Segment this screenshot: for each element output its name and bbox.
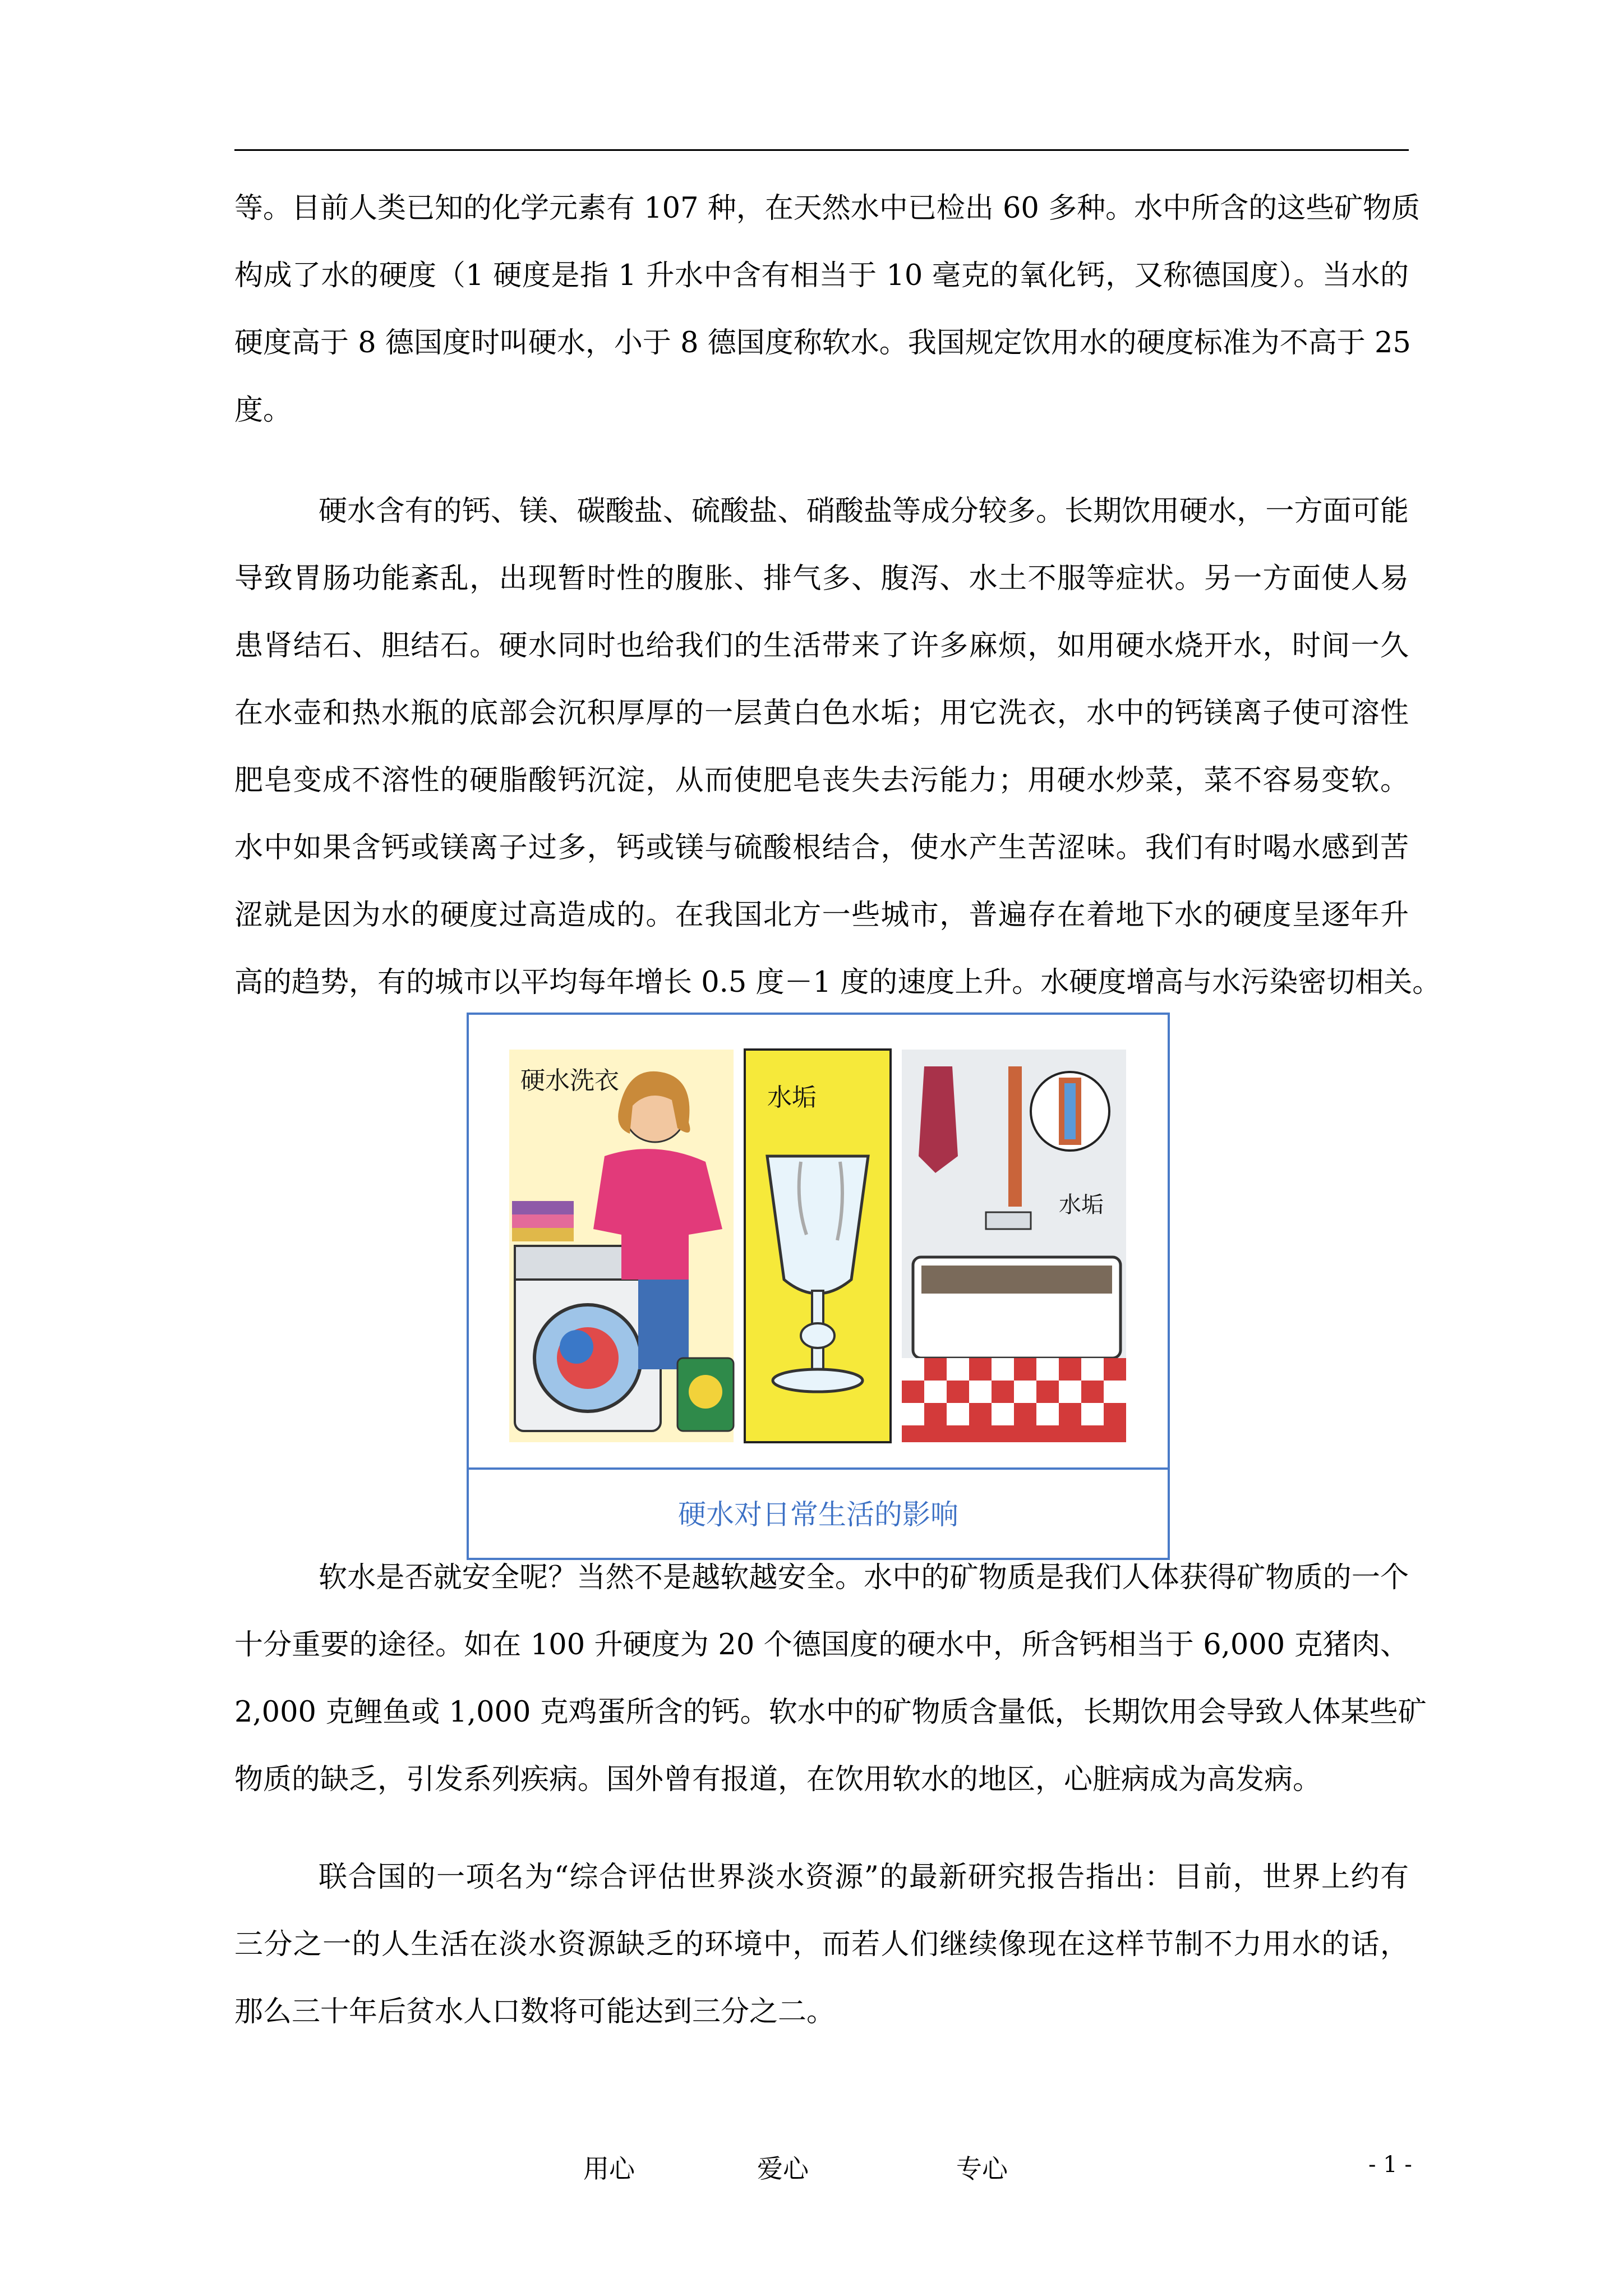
text-line: 硬水含有的钙、镁、碳酸盐、硫酸盐、硝酸盐等成分较多。长期饮用硬水，一方面可能: [319, 495, 1409, 528]
text-line: 2,000 克鲤鱼或 1,000 克鸡蛋所含的钙。软水中的矿物质含量低，长期饮用会导致人体某些矿: [234, 1696, 1427, 1729]
footer-word-2: 爱心: [757, 2154, 809, 2184]
text-line: 构成了水的硬度（1 硬度是指 1 升水中含有相当于 10 毫克的氧化钙，又称德国度）。当水的: [234, 259, 1409, 292]
page-number: - 1 -: [1368, 2152, 1412, 2178]
text-line: 患肾结石、胆结石。硬水同时也给我们的生活带来了许多麻烦，如用硬水烧开水，时间一久: [234, 629, 1409, 662]
text-line: 度。: [234, 394, 292, 427]
text-line: 涩就是因为水的硬度过高造成的。在我国北方一些城市，普遍存在着地下水的硬度呈逐年升: [234, 899, 1409, 932]
bathtub-panel: [902, 1050, 1126, 1442]
glass-panel: [745, 1050, 891, 1442]
text-line: 十分重要的途径。如在 100 升硬度为 20 个德国度的硬水中，所含钙相当于 6,000 克猪肉、: [234, 1628, 1409, 1662]
paragraph-mineral-hardness: [234, 175, 1421, 444]
text-line: 等。目前人类已知的化学元素有 107 种，在天然水中已检出 60 多种。水中所含的这些矿物质: [234, 192, 1421, 225]
label-scale-glass: 水垢: [767, 1083, 817, 1112]
figure-caption: 硬水对日常生活的影响: [678, 1498, 958, 1531]
footer-word-1: 用心: [583, 2154, 635, 2184]
text-line: 水中如果含钙或镁离子过多，钙或镁与硫酸根结合，使水产生苦涩味。我们有时喝水感到苦: [234, 831, 1409, 864]
paragraph-hard-water: [234, 478, 1441, 1016]
text-line: 导致胃肠功能紊乱，出现暂时性的腹胀、排气多、腹泻、水土不服等症状。另一方面使人易: [234, 562, 1409, 595]
text-line: 联合国的一项名为“综合评估世界淡水资源”的最新研究报告指出：目前，世界上约有: [319, 1861, 1409, 1894]
text-line: 三分之一的人生活在淡水资源缺乏的环境中，而若人们继续像现在这样节制不力用水的话，: [234, 1928, 1409, 1961]
footer-word-3: 专心: [956, 2154, 1008, 2184]
text-line: 那么三十年后贫水人口数将可能达到三分之二。: [234, 1995, 836, 2028]
text-line: 高的趋势，有的城市以平均每年增长 0.5 度－1 度的速度上升。水硬度增高与水污染密切相关。: [234, 966, 1441, 999]
figure-hard-water-effects: [467, 1013, 1170, 1560]
text-line: 软水是否就安全呢？当然不是越软越安全。水中的矿物质是我们人体获得矿物质的一个: [319, 1561, 1409, 1594]
paragraph-soft-water: [234, 1544, 1427, 1814]
label-scale-tub: 水垢: [1059, 1192, 1104, 1218]
text-line: 物质的缺乏，引发系列疾病。国外曾有报道，在饮用软水的地区，心脏病成为高发病。: [234, 1763, 1322, 1796]
text-line: 硬度高于 8 德国度时叫硬水，小于 8 德国度称软水。我国规定饮用水的硬度标准为不高于 25: [234, 326, 1411, 360]
text-line: 肥皂变成不溶性的硬脂酸钙沉淀，从而使肥皂丧失去污能力；用硬水炒菜，菜不容易变软。: [234, 764, 1409, 797]
text-line: 在水壶和热水瓶的底部会沉积厚厚的一层黄白色水垢；用它洗衣，水中的钙镁离子使可溶性: [234, 697, 1409, 730]
illustration-hard-water: [509, 1044, 1126, 1453]
laundry-panel: [509, 1050, 734, 1442]
header-rule: [234, 149, 1409, 151]
label-laundry: 硬水洗衣: [520, 1066, 619, 1095]
paragraph-un-report: [234, 1844, 1409, 2046]
